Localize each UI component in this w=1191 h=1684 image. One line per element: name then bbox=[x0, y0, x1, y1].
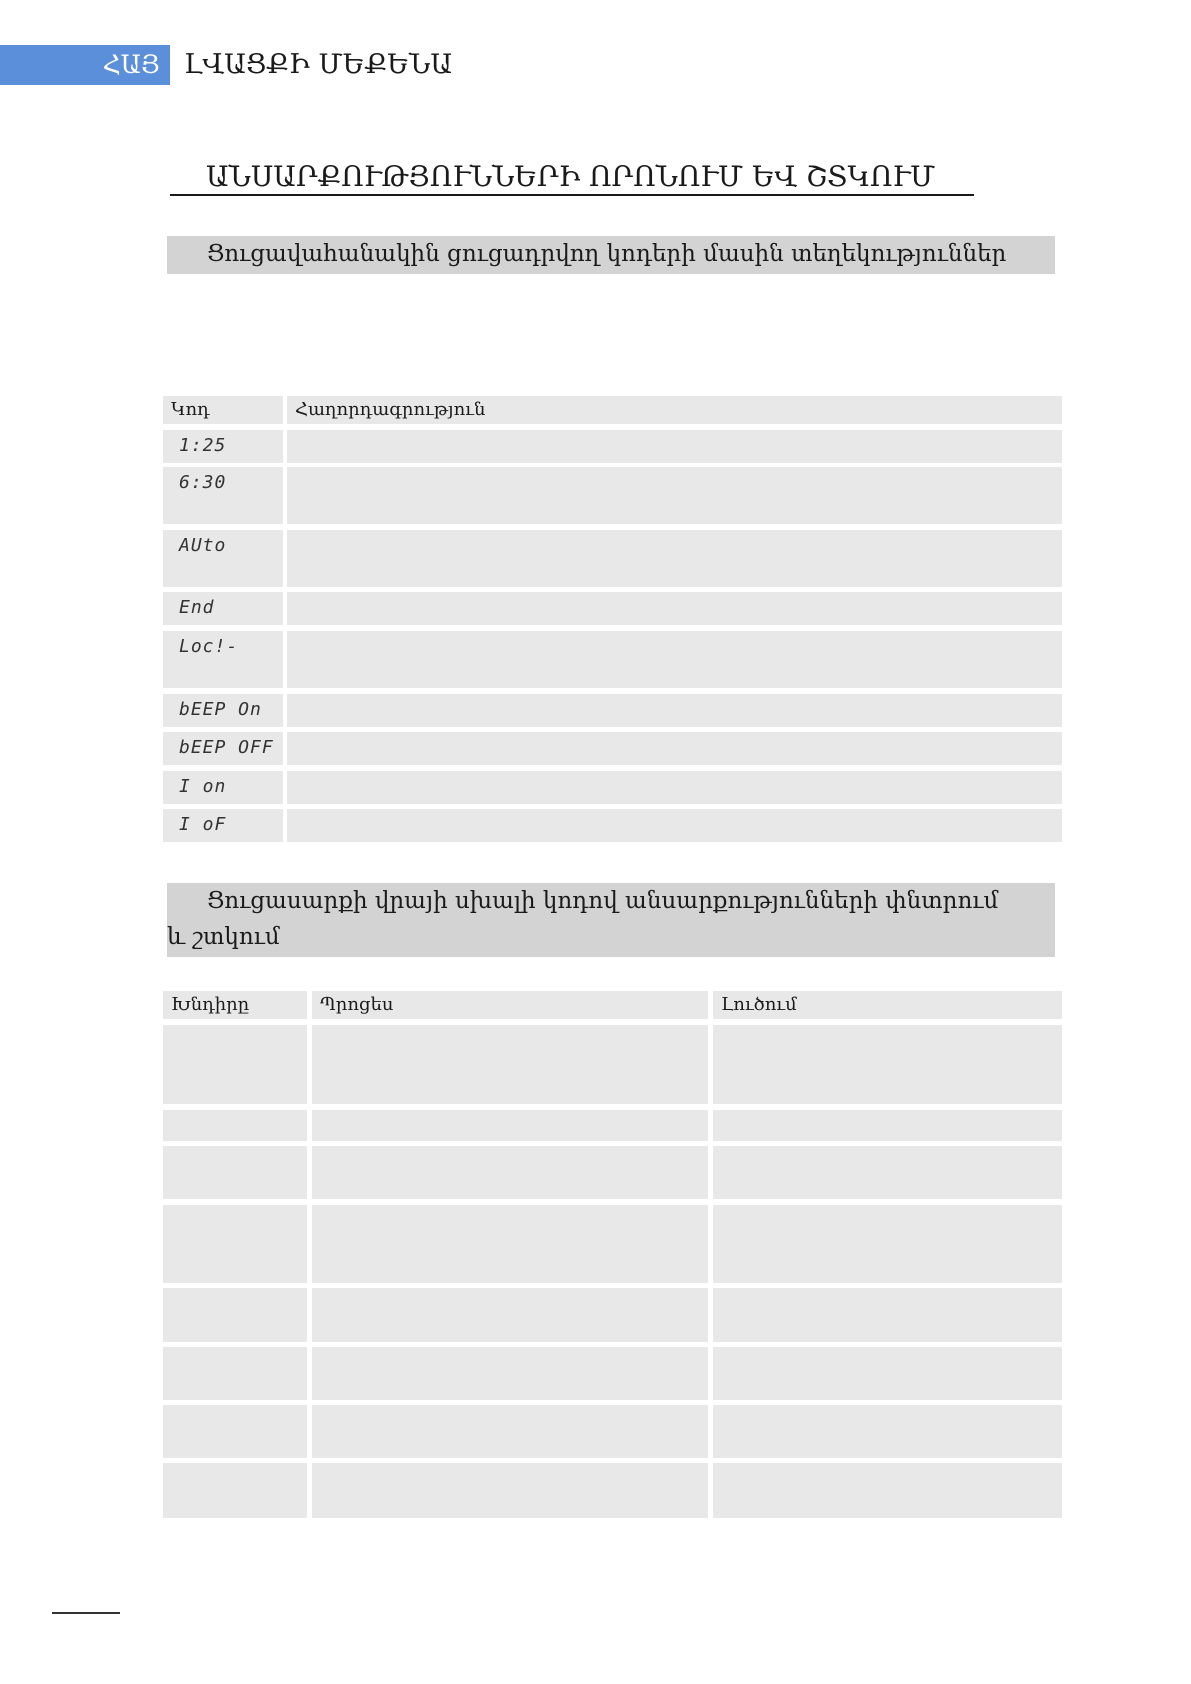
problem-cell bbox=[163, 1146, 307, 1199]
language-tab: ՀԱՅ bbox=[0, 45, 170, 85]
code-cell: I on bbox=[163, 771, 283, 804]
message-cell bbox=[287, 592, 1062, 625]
problem-cell bbox=[163, 1463, 307, 1518]
solution-cell bbox=[713, 1288, 1062, 1342]
message-cell bbox=[287, 467, 1062, 524]
problem-cell bbox=[163, 1288, 307, 1342]
code-cell: I oF bbox=[163, 809, 283, 842]
codes-section-heading-text: Ցուցավահանակին ցուցադրվող կոդերի մասին տեղեկություններ bbox=[207, 241, 1007, 267]
message-cell bbox=[287, 809, 1062, 842]
errors-header-problem: Խնդիրը bbox=[163, 991, 307, 1019]
code-cell: 6:30 bbox=[163, 467, 283, 524]
message-cell bbox=[287, 631, 1062, 688]
problem-cell bbox=[163, 1205, 307, 1283]
message-cell bbox=[287, 771, 1062, 804]
process-cell bbox=[312, 1347, 708, 1400]
process-cell bbox=[312, 1405, 708, 1458]
code-cell: End bbox=[163, 592, 283, 625]
document-title: ԼՎԱՑՔԻ ՄԵՔԵՆԱ bbox=[184, 49, 453, 80]
code-cell: bEEP On bbox=[163, 694, 283, 727]
solution-cell bbox=[713, 1205, 1062, 1283]
process-cell bbox=[312, 1025, 708, 1104]
errors-header-solution: Լուծում bbox=[713, 991, 1062, 1019]
process-cell bbox=[312, 1146, 708, 1199]
process-cell bbox=[312, 1205, 708, 1283]
solution-cell bbox=[713, 1146, 1062, 1199]
solution-cell bbox=[713, 1405, 1062, 1458]
process-cell bbox=[312, 1463, 708, 1518]
message-cell bbox=[287, 430, 1062, 463]
message-cell bbox=[287, 530, 1062, 587]
footer-rule bbox=[52, 1612, 120, 1614]
solution-cell bbox=[713, 1110, 1062, 1141]
problem-cell bbox=[163, 1025, 307, 1104]
process-cell bbox=[312, 1110, 708, 1141]
codes-header-code: Կոդ bbox=[163, 396, 283, 424]
code-cell: bEEP OFF bbox=[163, 732, 283, 765]
solution-cell bbox=[713, 1347, 1062, 1400]
errors-section-heading bbox=[167, 883, 1055, 957]
code-cell: AUto bbox=[163, 530, 283, 587]
code-cell: 1:25 bbox=[163, 430, 283, 463]
problem-cell bbox=[163, 1405, 307, 1458]
errors-section-heading-line1: Ցուցասարքի վրայի սխալի կոդով անսարքությունների փնտրում bbox=[207, 888, 999, 914]
errors-header-process: Պրոցես bbox=[312, 991, 708, 1019]
solution-cell bbox=[713, 1025, 1062, 1104]
errors-section-heading-line2: և շտկում bbox=[167, 924, 280, 950]
code-cell: Loc!- bbox=[163, 631, 283, 688]
solution-cell bbox=[713, 1463, 1062, 1518]
problem-cell bbox=[163, 1110, 307, 1141]
message-cell bbox=[287, 732, 1062, 765]
section-title: ԱՆՍԱՐՔՈՒԹՅՈՒՆՆԵՐԻ ՈՐՈՆՈՒՄ ԵՎ ՇՏԿՈՒՄ bbox=[170, 160, 974, 196]
problem-cell bbox=[163, 1347, 307, 1400]
process-cell bbox=[312, 1288, 708, 1342]
message-cell bbox=[287, 694, 1062, 727]
codes-header-message: Հաղորդագրություն bbox=[287, 396, 1062, 424]
codes-section-heading bbox=[167, 236, 1055, 274]
